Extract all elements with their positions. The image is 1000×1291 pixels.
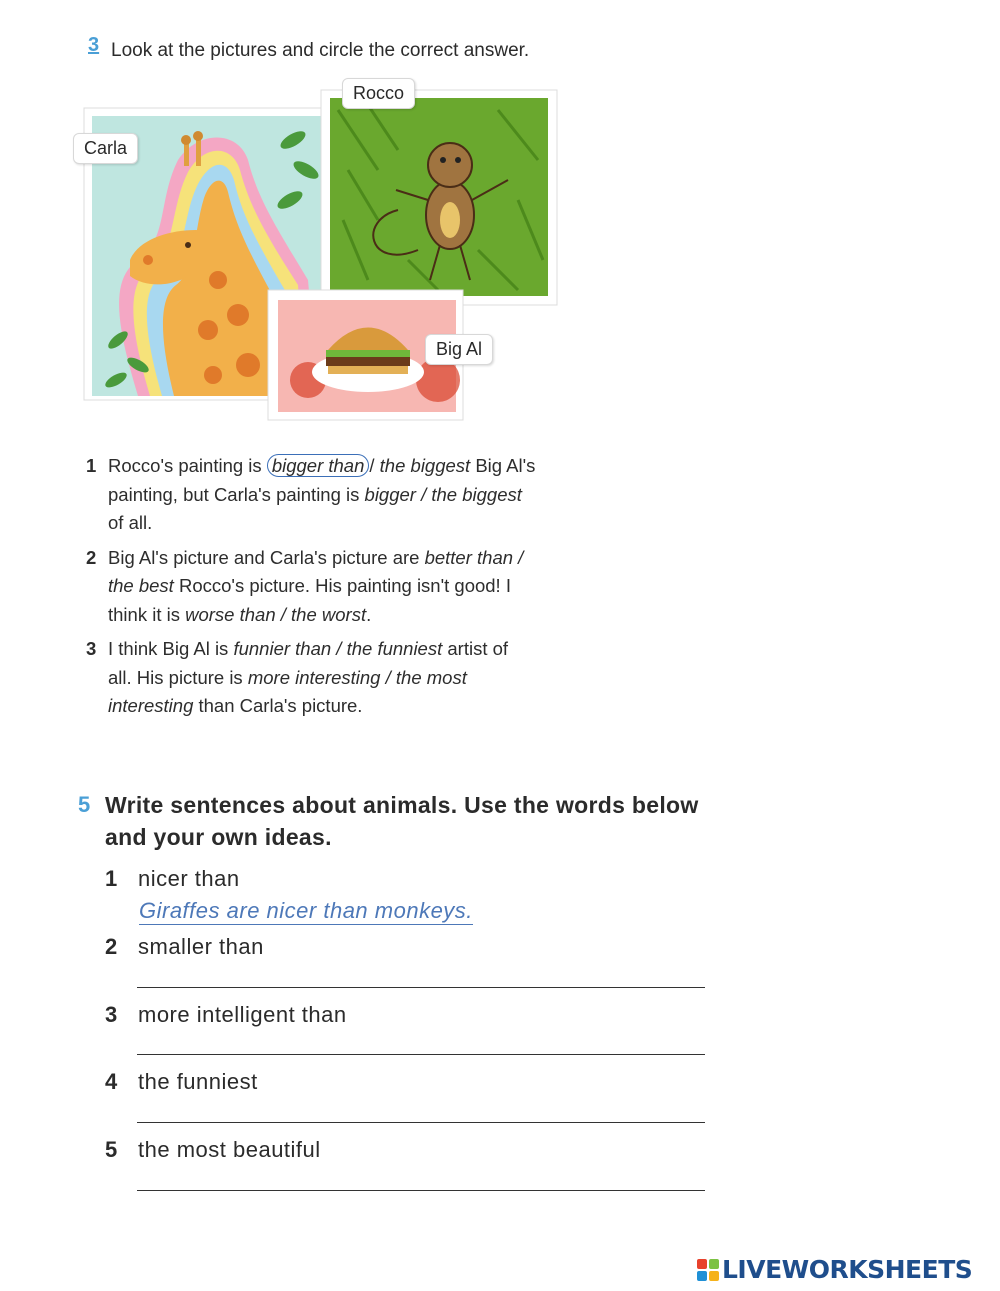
logo-text: LIVEWORKSHEETS	[722, 1255, 973, 1284]
item-number: 3	[105, 1002, 118, 1027]
exercise-3-item	[86, 635, 536, 721]
choice-option[interactable]: more interesting / the most interesting	[108, 666, 467, 716]
exercise-3-item	[86, 452, 536, 538]
answer-line-5[interactable]	[137, 1190, 705, 1191]
exercise-5-item-5	[105, 1137, 321, 1163]
item-number: 3	[86, 638, 97, 659]
slash: /	[369, 455, 375, 476]
choice-option[interactable]: the biggest	[379, 455, 471, 476]
choice-option[interactable]: worse than / the worst	[185, 603, 367, 625]
answer-line-4[interactable]	[137, 1122, 705, 1123]
answer-example[interactable]: Giraffes are nicer than monkeys.	[139, 898, 473, 923]
exercise-5-item-4	[105, 1069, 258, 1095]
logo-icon	[697, 1259, 719, 1281]
exercise-5-item-1	[105, 866, 240, 892]
carla-label: Carla	[73, 133, 138, 164]
item-number: 2	[86, 546, 97, 568]
big-al-label: Big Al	[425, 334, 493, 365]
item-number: 2	[105, 934, 118, 959]
item-text: than Carla's picture.	[193, 695, 363, 716]
choice-option[interactable]: funnier than / the funniest	[233, 638, 443, 659]
item-prompt: the most beautiful	[138, 1137, 321, 1162]
exercise-3-items	[86, 452, 536, 727]
exercise-3-item	[86, 544, 536, 630]
item-text: I think Big Al is	[108, 638, 234, 659]
exercise-5-item-3	[105, 1002, 347, 1028]
answer-line-2[interactable]	[137, 987, 705, 988]
item-number: 4	[105, 1069, 118, 1094]
item-prompt: more intelligent than	[138, 1002, 347, 1027]
item-prompt: the funniest	[138, 1069, 258, 1094]
exercise-3-number: 3	[88, 34, 100, 56]
item-prompt: nicer than	[138, 866, 240, 891]
rocco-label: Rocco	[342, 78, 415, 109]
choice-option[interactable]: better than / the best	[108, 546, 524, 596]
item-text: Rocco's picture. His painting isn't good! I think it is	[108, 575, 511, 625]
exercise-5-item-2	[105, 934, 264, 960]
item-text: .	[366, 603, 372, 625]
item-text: artist of all. His picture is	[108, 638, 509, 688]
answer-line-3[interactable]	[137, 1054, 705, 1055]
item-number: 1	[86, 455, 97, 476]
liveworksheets-logo[interactable]	[697, 1255, 972, 1284]
exercise-5-number: 5	[78, 792, 91, 817]
rocco-monkey-painting	[321, 90, 557, 305]
item-text: Rocco's painting is	[108, 455, 267, 476]
item-number: 1	[105, 866, 118, 891]
exercise-3-instruction: Look at the pictures and circle the correct answer.	[111, 40, 530, 61]
paintings-illustration	[78, 80, 568, 430]
item-prompt: smaller than	[138, 934, 264, 959]
exercise-5-instruction: Write sentences about animals. Use the words below and your own ideas.	[105, 792, 699, 850]
item-text: Big Al's picture and Carla's picture are	[108, 546, 425, 568]
item-number: 5	[105, 1137, 118, 1162]
circled-answer[interactable]: bigger than	[267, 454, 370, 477]
choice-option[interactable]: bigger / the biggest	[364, 483, 522, 505]
item-text: of all.	[108, 512, 153, 533]
item-text: Big Al's painting, but Carla's painting is	[108, 455, 536, 505]
